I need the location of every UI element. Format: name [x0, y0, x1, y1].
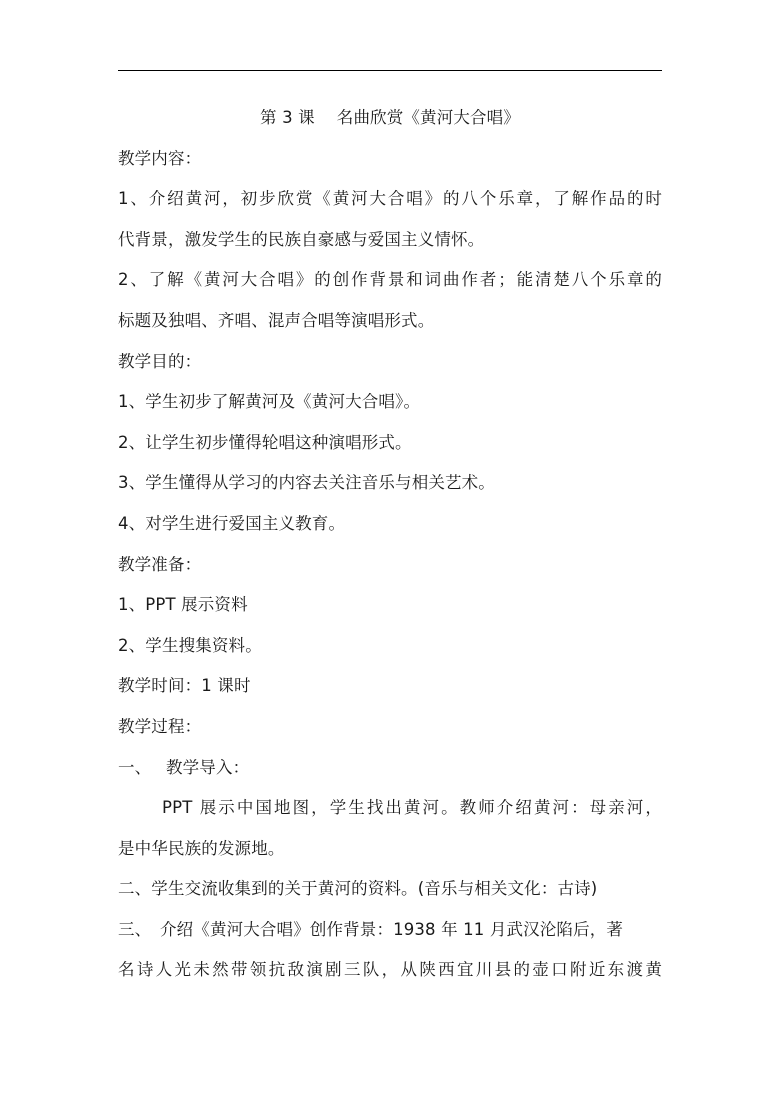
step-1-number: 一、	[118, 757, 152, 777]
goal-item-2: 2、让学生初步懂得轮唱这种演唱形式。	[118, 432, 412, 452]
content-item-2-line-1: 2、了解《黄河大合唱》的创作背景和词曲作者；能清楚八个乐章的	[118, 270, 662, 290]
goal-item-4: 4、对学生进行爱国主义教育。	[118, 513, 346, 533]
content-item-2-line-2: 标题及独唱、齐唱、混声合唱等演唱形式。	[118, 310, 435, 330]
teaching-prep-heading: 教学准备：	[118, 554, 202, 574]
step-3-number: 三、	[118, 919, 152, 939]
step-1-paragraph-line-2: 是中华民族的发源地。	[118, 838, 285, 858]
prep-item-1: 1、PPT 展示资料	[118, 595, 248, 615]
document-body	[118, 98, 662, 991]
lesson-title	[118, 98, 662, 139]
prep-item-2: 2、学生搜集资料。	[118, 635, 262, 655]
step-1-paragraph-line-1: PPT 展示中国地图，学生找出黄河。教师介绍黄河：母亲河，	[162, 798, 662, 818]
header-rule	[118, 70, 662, 71]
content-item-1-line-2: 代背景，激发学生的民族自豪感与爱国主义情怀。	[118, 229, 485, 249]
lesson-number: 第 3 课	[260, 108, 315, 127]
step-1-title: 教学导入：	[166, 757, 250, 777]
goal-item-3: 3、学生懂得从学习的内容去关注音乐与相关艺术。	[118, 473, 495, 493]
step-3-line-1	[118, 910, 662, 951]
content-item-1-line-1: 1、介绍黄河，初步欣赏《黄河大合唱》的八个乐章，了解作品的时	[118, 189, 662, 209]
lesson-name: 名曲欣赏《黄河大合唱》	[336, 108, 520, 127]
teaching-process-heading: 教学过程：	[118, 716, 202, 736]
teaching-time: 教学时间：1 课时	[118, 676, 251, 696]
teaching-content-heading: 教学内容：	[118, 148, 202, 168]
goal-item-1: 1、学生初步了解黄河及《黄河大合唱》。	[118, 392, 421, 412]
step-3-line-2: 名诗人光未然带领抗敌演剧三队，从陕西宜川县的壶口附近东渡黄	[118, 960, 662, 980]
teaching-goal-heading: 教学目的：	[118, 351, 202, 371]
step-1-heading	[118, 748, 662, 789]
step-3-text: 介绍《黄河大合唱》创作背景：1938 年 11 月武汉沦陷后，著	[160, 919, 624, 939]
step-2-line: 二、学生交流收集到的关于黄河的资料。(音乐与相关文化：古诗)	[118, 879, 598, 899]
